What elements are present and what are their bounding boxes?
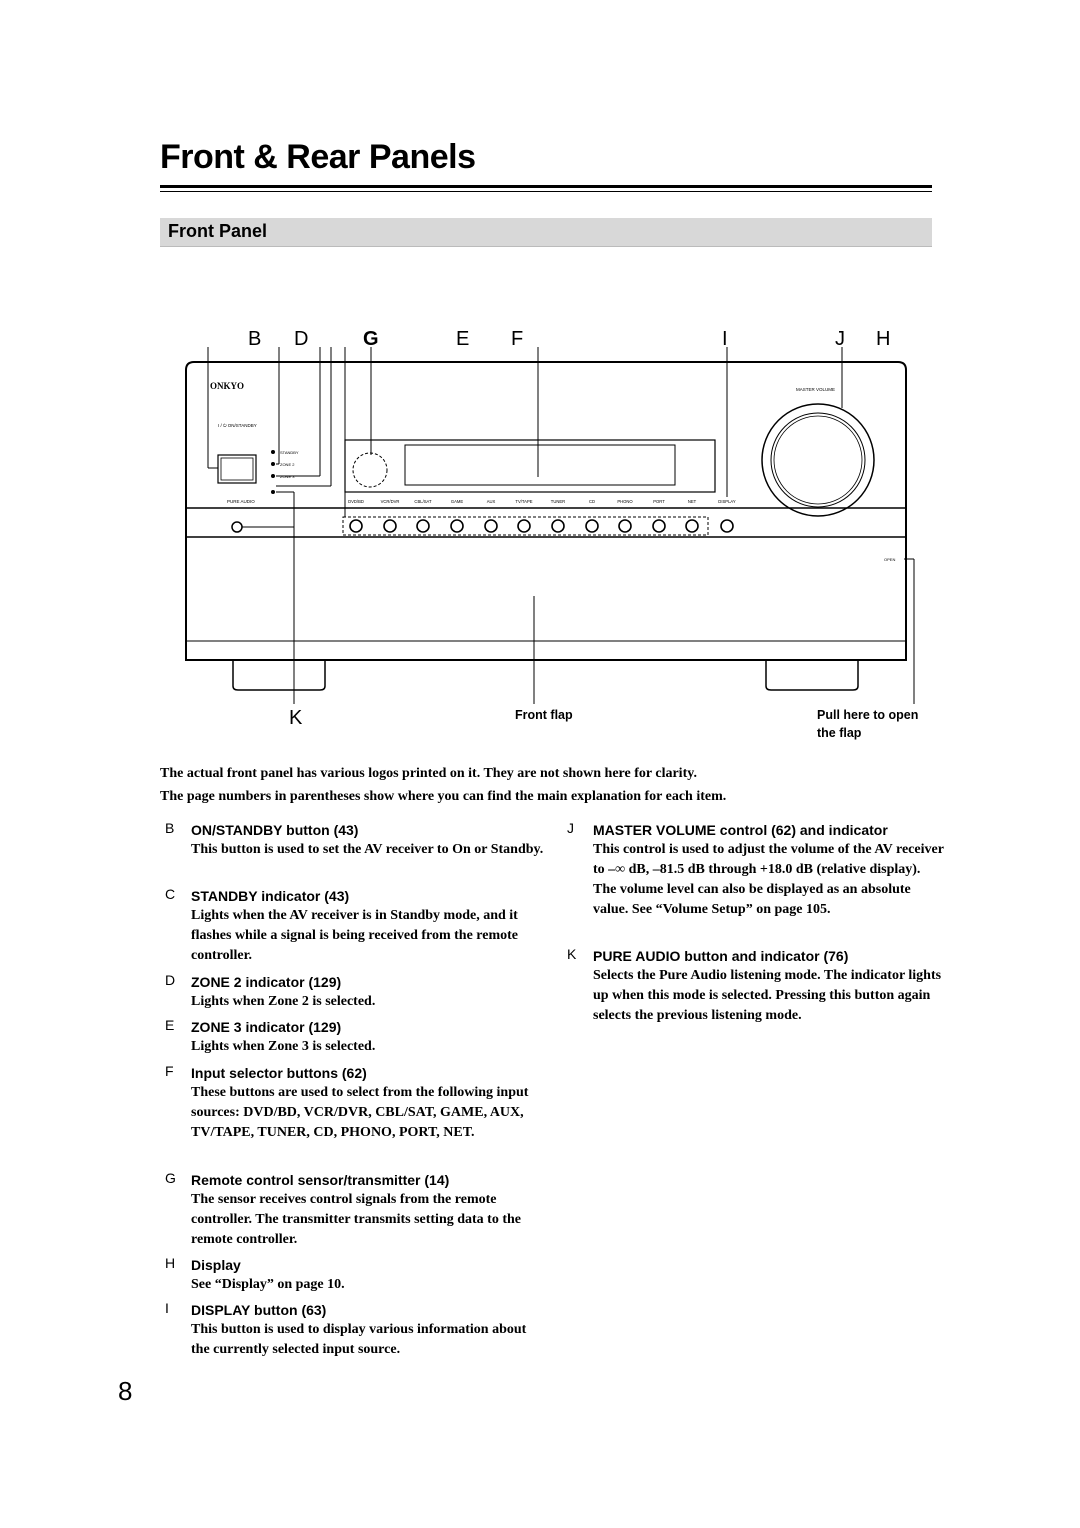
callout-d: D <box>294 328 309 350</box>
item-body: These buttons are used to select from the following input sources: DVD/BD, VCR/DVR, CBL/SAT, GAME, AUX, TV/TAPE, TUNER, CD, PHONO, PORT, NET. <box>191 1085 529 1140</box>
item-b <box>165 820 545 860</box>
callout-e: E <box>456 328 470 350</box>
selector-label: PHONO <box>617 499 633 504</box>
note-logos: The actual front panel has various logos printed on it. They are not shown here for clarity. <box>160 766 697 781</box>
item-j <box>567 820 947 920</box>
item-letter: J <box>567 820 574 836</box>
item-body-extra: The volume level can also be displayed as an absolute value. See “Volume Setup” on page 105. <box>593 882 911 917</box>
section-header <box>160 218 932 247</box>
selector-label: TV/TAPE <box>515 499 533 504</box>
on-standby-label: I / ⏻ ON/STANDBY <box>218 423 257 428</box>
zone3-label: ZONE 3 <box>280 474 295 479</box>
open-label: OPEN <box>884 557 896 562</box>
front-panel-diagram <box>150 320 940 720</box>
item-body: This button is used to display various information about the currently selected input source. <box>191 1322 527 1357</box>
standby-label: STANDBY <box>280 450 299 455</box>
item-g <box>165 1170 545 1250</box>
zone2-label: ZONE 2 <box>280 462 295 467</box>
item-heading: ON/STANDBY button (43) <box>191 822 359 838</box>
item-body: Lights when Zone 2 is selected. <box>191 994 376 1009</box>
item-heading: Display <box>191 1257 241 1273</box>
item-heading: Remote control sensor/transmitter (14) <box>191 1172 450 1188</box>
selector-label: VCR/DVR <box>380 499 400 504</box>
selector-label: GAME <box>450 499 464 504</box>
item-e <box>165 1017 545 1057</box>
item-heading: MASTER VOLUME control (62) and indicator <box>593 822 888 838</box>
item-k <box>567 946 947 1026</box>
pure-audio-label: PURE AUDIO <box>227 499 255 504</box>
item-letter: H <box>165 1255 176 1271</box>
selector-label: AUX <box>486 499 496 504</box>
item-letter: G <box>165 1170 176 1186</box>
item-letter: F <box>165 1063 174 1079</box>
selector-label: NET <box>687 499 697 504</box>
pull-here-caption-2: the flap <box>817 726 862 740</box>
page-title: Front & Rear Panels <box>160 138 476 176</box>
item-body: Lights when Zone 3 is selected. <box>191 1039 376 1054</box>
callout-b: B <box>248 328 262 350</box>
item-body: Lights when the AV receiver is in Standby mode, and it flashes while a signal is being received from the remote controller. <box>191 908 519 963</box>
master-volume-label: MASTER VOLUME <box>796 387 836 392</box>
item-i <box>165 1300 545 1360</box>
item-d <box>165 972 545 1012</box>
brand-logo: ONKYO <box>210 381 245 391</box>
item-heading: Input selector buttons (62) <box>191 1065 367 1081</box>
note-page-numbers: The page numbers in parentheses show where you can find the main explanation for each item. <box>160 789 727 804</box>
item-body: This button is used to set the AV receiver to On or Standby. <box>191 842 544 857</box>
section-title: Front Panel <box>168 221 268 241</box>
callout-i: I <box>722 328 728 350</box>
item-letter: K <box>567 946 577 962</box>
item-letter: I <box>165 1300 169 1316</box>
title-rule-thick <box>160 185 932 188</box>
item-letter: E <box>165 1017 175 1033</box>
selector-label: DISPLAY <box>718 499 736 504</box>
pull-here-caption-1: Pull here to open <box>817 708 919 722</box>
front-flap-caption: Front flap <box>515 708 573 722</box>
item-letter: B <box>165 820 175 836</box>
item-h <box>165 1255 545 1295</box>
item-heading: PURE AUDIO button and indicator (76) <box>593 948 849 964</box>
selector-label: TUNER <box>550 499 566 504</box>
item-heading: DISPLAY button (63) <box>191 1302 327 1318</box>
selector-label: PORT <box>653 499 665 504</box>
item-c <box>165 886 545 966</box>
title-rule-thin <box>160 191 932 192</box>
item-heading: ZONE 3 indicator (129) <box>191 1019 342 1035</box>
callout-j: J <box>835 328 845 350</box>
callout-f: F <box>511 328 524 350</box>
item-body: The sensor receives control signals from the remote controller. The transmitter transmits setting data to the remote controller. <box>191 1192 521 1247</box>
item-body: Selects the Pure Audio listening mode. The indicator lights up when this mode is selected. Pressing this button again selects the previous listening mode. <box>593 968 942 1023</box>
item-f <box>165 1063 545 1143</box>
item-body: This control is used to adjust the volume of the AV receiver to –∞ dB, –81.5 dB through +18.0 dB (relative display). <box>593 842 944 877</box>
page-number: 8 <box>118 1376 133 1406</box>
callout-h: H <box>876 328 891 350</box>
item-body: See “Display” on page 10. <box>191 1277 345 1292</box>
item-letter: C <box>165 886 176 902</box>
item-letter: D <box>165 972 176 988</box>
callout-g: G <box>363 328 379 350</box>
selector-label: DVD/BD <box>348 499 364 504</box>
selector-label: CD <box>588 499 596 504</box>
selector-label: CBL/SAT <box>414 499 432 504</box>
item-heading: ZONE 2 indicator (129) <box>191 974 342 990</box>
item-heading: STANDBY indicator (43) <box>191 888 350 904</box>
callout-k: K <box>289 707 303 729</box>
